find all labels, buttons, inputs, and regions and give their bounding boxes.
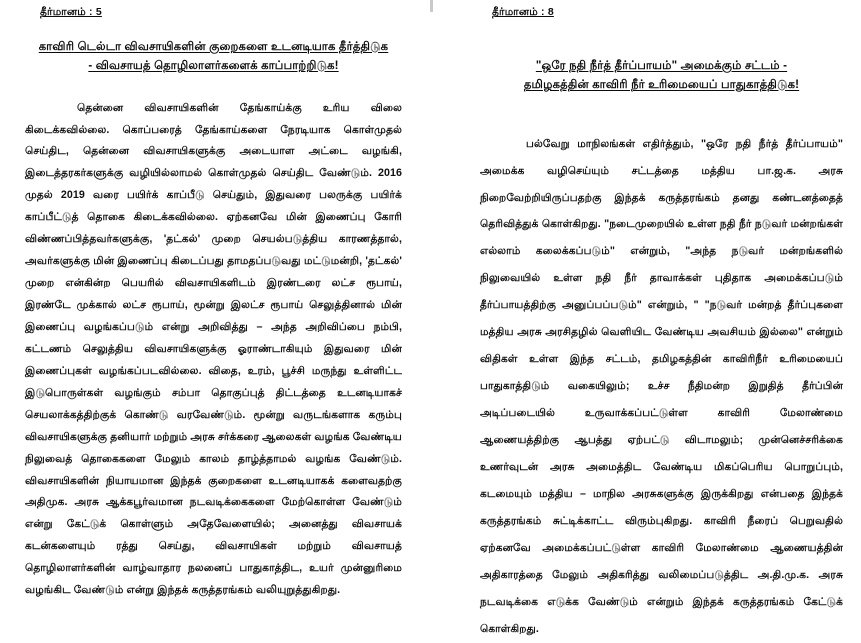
resolution-title-line-2-left: - விவசாயத் தொழிலாளர்களைக் காப்பாற்றிடுக! (88, 58, 339, 72)
resolution-title-left (25, 38, 402, 76)
resolution-title-line-2-right: தமிழகத்தின் காவிரி நீர் உரிமையைப் பாதுகாத்திடுக! (523, 77, 800, 91)
resolution-label-left: தீர்மானம் : 5 (40, 6, 102, 18)
resolution-body-left: தென்னை விவசாயிகளின் தேங்காய்க்கு உரிய விலை கிடைக்கவில்லை. கொப்பரைத் தேங்காய்களை நேரடியாக கொள்முதல் செய்திட, தென்னை விவசாயிகளுக்கு அடையாள அட்டை வழங்கி, இடைத்தரகர்களுக்கு வழியில்லாமல் கொள்முதல் செய்திட வேண்டும். 2016 முதல் 2019 வரை பயிர்க் காப்பீடு செய்தும், இதுவரை பலருக்கு பயிர்க் காப்பீட்டுத் தொகை கிடைக்கவில்லை. ஏற்கனவே மின் இணைப்பு கோரி விண்ணப்பித்தவர்களுக்கு, 'தட்கல்' முறை செயல்படுத்திய காரணத்தால், அவர்களுக்கு மின் இணைப்பு கிடைப்பது தாமதப்படுவது மட்டுமன்றி, 'தட்கல்' முறை என்கின்ற பெயரில் விவசாயிகளிடம் இரண்டரை லட்ச ரூபாய், இரண்டே முக்கால் லட்ச ரூபாய், மூன்று இலட்ச ரூபாய் செலுத்தினால் மின் இணைப்பு வழங்கப்படும் என்று அறிவித்து – அந்த அறிவிப்பை நம்பி, கட்டணம் செலுத்திய விவசாயிகளுக்கு ஓராண்டாகியும் இதுவரை மின் இணைப்புகள் வழங்கப்படவில்லை. விதை, உரம், பூச்சி மருந்து உள்ளிட்ட இடுபொருள்கள் வழங்கும் சம்பா தொகுப்புத் திட்டத்தை உடனடியாகச் செயலாக்கத்திற்குக் கொண்டு வரவேண்டும். மூன்று வருடங்களாக கரும்பு விவசாயிகளுக்கு தனியார் மற்றும் அரசு சர்க்கரை ஆலைகள் வழங்க வேண்டிய நிலுவைத் தொகைகளை மேலும் காலம் தாழ்த்தாமல் வழங்க வேண்டும். விவசாயிகளின் நியாயமான இந்தக் குறைகளை உடனடியாகக் களைவதற்கு அதிமுக. அரசு ஆக்கபூர்வமான நடவடிக்கைகளை மேற்கொள்ள வேண்டும் என்று கேட்டுக் கொள்ளும் அதேவேளையில்; அனைத்து விவசாயக் கடன்களையும் ரத்து செய்து, விவசாயிகள் மற்றும் விவசாயத் தொழிலாளர்களின் வாழ்வாதார நலனைப் பாதுகாத்திட, உயர் முன்னுரிமை வழங்கிட வேண்டும் என்று இந்தக் கருத்தரங்கம் வலியுறுத்துகிறது. (25, 101, 402, 597)
resolution-title-right (480, 57, 843, 95)
resolution-column-right (430, 0, 861, 635)
resolution-title-line-1-left: காவிரி டெல்டா விவசாயிகளின் குறைகளை உடனடியாக தீர்த்திடுக (38, 40, 389, 53)
resolution-title-line-1-right: "ஒரே நதி நீர்த் தீர்ப்பாயம்" அமைக்கும் சட்டம் - (535, 59, 788, 72)
resolution-label-right: தீர்மானம் : 8 (492, 6, 554, 18)
resolution-body-right: பல்வேறு மாநிலங்கள் எதிர்த்தும், "ஒரே நதி நீர்த் தீர்ப்பாயம்" அமைக்க வழிசெய்யும் சட்டத்தை மத்திய பா.ஜ.க. அரசு நிறைவேற்றியிருப்பதற்கு இந்தக் கருத்தரங்கம் தனது கண்டனத்தைத் தெரிவித்துக் கொள்கிறது. "நடைமுறையில் உள்ள நதி நீர் நடுவர் மன்றங்கள் எல்லாம் கலைக்கப்படும்" என்றும், "அந்த நடுவர் மன்றங்களில் நிலுவையில் உள்ள நதி நீர் தாவாக்கள் புதிதாக அமைக்கப்படும் தீர்ப்பாயத்திற்கு அனுப்பப்படும்" என்றும், " "நடுவர் மன்றத் தீர்ப்புகளை மத்திய அரசு அரசிதழில் வெளியிட வேண்டிய அவசியம் இல்லை" என்றும் விதிகள் உள்ள இந்த சட்டம், தமிழகத்தின் காவிரிநீர் உரிமையைப் பாதுகாத்திடும் வகையிலும்; உச்ச நீதிமன்ற இறுதித் தீர்ப்பின் அடிப்படையில் உருவாக்கப்பட்டுள்ள காவிரி மேலாண்மை ஆணையத்திற்கு ஆபத்து ஏற்பட்டு விடாமலும்; முன்னெச்சரிக்கை உணர்வுடன் அரசு அமைத்திட வேண்டிய மிகப்பெரிய பொறுப்பும், கடமையும் மத்திய – மாநில அரசுகளுக்கு இருக்கிறது என்பதை இந்தக் கருத்தரங்கம் சுட்டிக்காட்ட விரும்புகிறது. காவிரி நீரைப் பெறுவதில் ஏற்கனவே அமைக்கப்பட்டுள்ள காவிரி மேலாண்மை ஆணையத்தின் அதிகாரத்தை மேலும் அதிகரித்து வலிமைப்படுத்திட அ.தி.மு.க. அரசு நடவடிக்கை எடுக்க வேண்டும் என்றும் இந்தக் கருத்தரங்கம் கேட்டுக் கொள்கிறது. (480, 137, 843, 635)
resolution-column-left (0, 0, 430, 597)
